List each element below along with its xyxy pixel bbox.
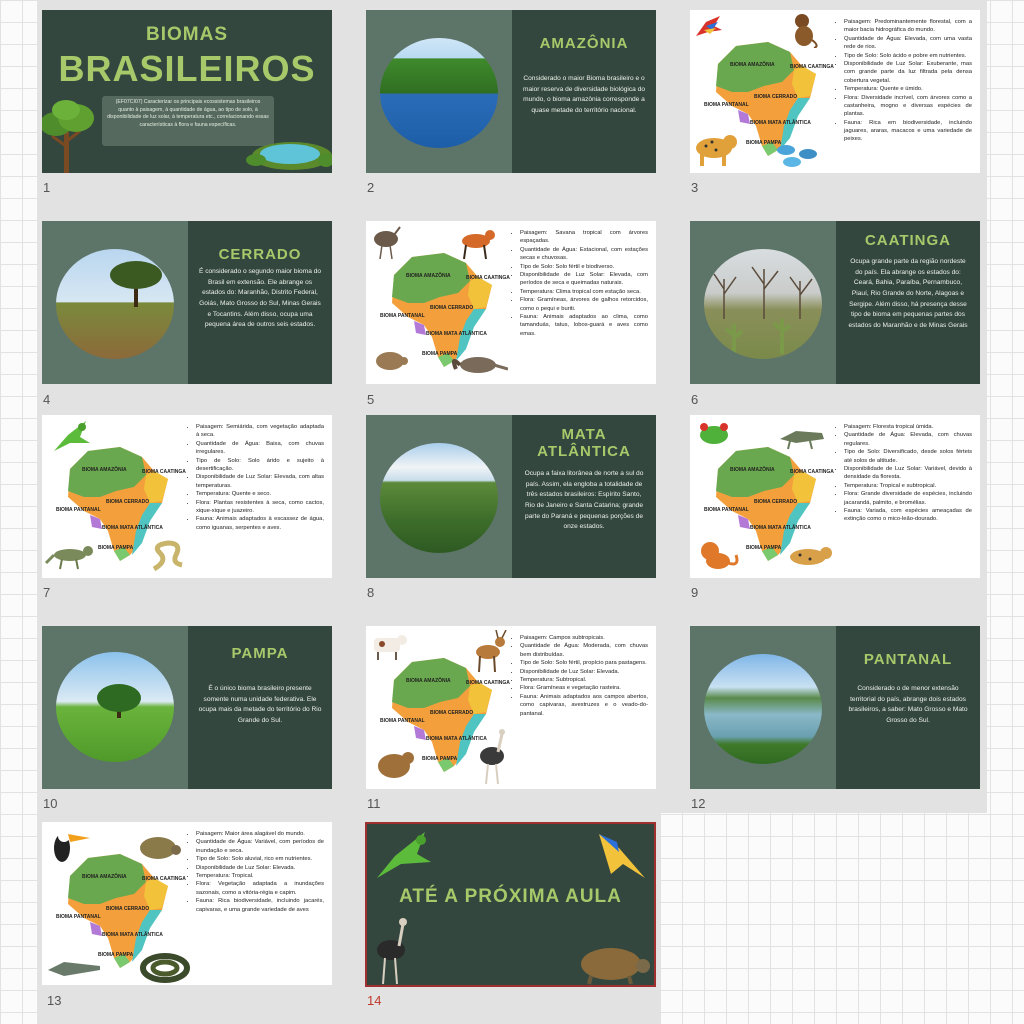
biome-title: CAATINGA (864, 232, 952, 249)
map-label-mata: BIOMA MATA ATLÂNTICA (750, 120, 811, 126)
anaconda-icon (140, 952, 190, 984)
map-label-amazonia: BIOMA AMAZÔNIA (730, 467, 775, 473)
tree-illustration (42, 96, 112, 173)
slide-thumbnail-6[interactable] (690, 221, 980, 384)
biome-info-list (836, 423, 972, 524)
map-label-pampa: BIOMA PAMPA (422, 351, 458, 357)
biome-info-list (836, 18, 972, 144)
info-item: • Tipo de Solo: Solo aluvial, rico em nutrientes. (196, 855, 324, 863)
parakeet-icon (50, 417, 92, 457)
map-label-pantanal: BIOMA PANTANAL (380, 313, 425, 319)
info-item: • Disponibilidade de Luz Solar: Elevada, com altas temperaturas. (196, 473, 324, 490)
info-item: • Quantidade de Água: Estacional, com estações secas e chuvosas. (520, 246, 648, 263)
ostrich-icon (476, 726, 512, 786)
map-label-cerrado: BIOMA CERRADO (106, 906, 150, 912)
map-label-mata: BIOMA MATA ATLÂNTICA (102, 525, 163, 531)
cover-description: (EF07CI07) Caracterizar os principais ecossistemas brasileiros quanto à paisagem, à quantidade de água, ao tipo de solo, à disponibilidade de luz solar, à temperatura etc., correlacionando essas características à flora e fauna específicas. (102, 96, 274, 146)
info-item: • Flora: Grande diversidade de espécies, incluindo jacarandá, palmito, e bromélias. (844, 490, 972, 507)
slide-thumbnail-8[interactable] (366, 415, 656, 578)
slide-thumbnail-11[interactable] (366, 626, 656, 789)
map-label-pampa: BIOMA PAMPA (422, 756, 458, 762)
map-label-amazonia: BIOMA AMAZÔNIA (406, 273, 451, 279)
map-label-cerrado: BIOMA CERRADO (754, 499, 798, 505)
map-label-amazonia: BIOMA AMAZÔNIA (82, 874, 127, 880)
biome-title: CERRADO (218, 246, 302, 263)
info-item: • Flora: Diversidade incrível, com árvores como a castanheira, mogno e diversas espécies de plantas. (844, 94, 972, 119)
info-item: • Temperatura: Tropical. (196, 872, 324, 880)
tortoise-icon (571, 940, 653, 986)
biome-info-list (188, 830, 324, 914)
map-label-pampa: BIOMA PAMPA (746, 545, 782, 551)
caiman-icon (46, 954, 102, 982)
map-label-mata: BIOMA MATA ATLÂNTICA (426, 736, 487, 742)
map-label-pampa: BIOMA PAMPA (98, 545, 134, 551)
biome-description: Ocupa a faixa litorânea de norte a sul do país. Assim, ela engloba a totalidade de três estados brasileiros: Espírito Santo, Rio de Janeiro e Santa Catarina; grande parte do Paraná e pequenas porções de onze estados. (524, 470, 644, 531)
info-item: • Paisagem: Savana tropical com árvores espaçadas. (520, 229, 648, 246)
slide-number-2: 2 (367, 180, 375, 195)
biome-description: É considerado o segundo maior bioma do Brasil em extensão. Ele abrange os estados do: Maranhão, Distrito Federal, Goiás, Mato Grosso do Sul, Minas Gerais e Tocantins. Além disso, ocupa uma pequena área de outros seis estados. (198, 268, 322, 329)
biome-title: MATA ATLÂNTICA (537, 426, 631, 460)
info-item: • Disponibilidade de Luz Solar: Variável, devido à densidade da floresta. (844, 465, 972, 482)
caatinga-photo (704, 249, 822, 359)
biome-title: AMAZÔNIA (539, 35, 629, 52)
macaw-icon (692, 12, 726, 42)
info-item: • Fauna: Variada, com espécies ameaçadas de extinção como o mico-leão-dourado. (844, 507, 972, 524)
cover-title-brasileiros: BRASILEIROS (58, 48, 316, 89)
macaw-icon (589, 828, 649, 888)
slide-number-1: 1 (43, 180, 51, 195)
info-item: • Tipo de Solo: Solo ácido e pobre em nutrientes. (844, 52, 972, 60)
monkey-icon (788, 12, 820, 48)
info-item: • Flora: Gramíneas, árvores de galhos retorcidos, como o pequi e buriti. (520, 296, 648, 313)
biome-title: PANTANAL (863, 651, 953, 668)
golden-lion-tamarin-icon (692, 537, 742, 573)
atlantic-forest-photo (380, 443, 498, 553)
map-label-cerrado: BIOMA CERRADO (106, 499, 150, 505)
info-item: • Quantidade de Água: Baixa, com chuvas irregulares. (196, 440, 324, 457)
info-item: • Temperatura: Subtropical. (520, 676, 648, 684)
map-label-pantanal: BIOMA PANTANAL (380, 718, 425, 724)
slide-thumbnail-5[interactable] (366, 221, 656, 384)
slide-thumbnail-7[interactable] (42, 415, 332, 578)
capybara-icon (374, 744, 418, 780)
map-label-mata: BIOMA MATA ATLÂNTICA (426, 331, 487, 337)
biome-description: É o único bioma brasileiro presente somente numa unidade federativa. Ele ocupa mais da metade do território do Rio Grande do Sul. (198, 685, 322, 725)
map-label-amazonia: BIOMA AMAZÔNIA (730, 62, 775, 68)
jaguar-icon (692, 128, 740, 168)
map-label-mata: BIOMA MATA ATLÂNTICA (750, 525, 811, 531)
map-label-caatinga: BIOMA CAATINGA (142, 876, 186, 882)
slide-number-5: 5 (367, 392, 375, 407)
info-item: • Tipo de Solo: Solo fértil e biodiverso. (520, 263, 648, 271)
biome-info-list (512, 229, 648, 338)
fish-icon (770, 140, 830, 170)
info-item: • Temperatura: Tropical e subtropical. (844, 482, 972, 490)
info-item: • Quantidade de Água: Elevada, com chuvas regulares. (844, 431, 972, 448)
end-title: ATÉ A PRÓXIMA AULA (399, 886, 622, 907)
biome-description: Ocupa grande parte da região nordeste do país. Ela abrange os estados do: Ceará, Bahia, Paraíba, Pernambuco, Piauí, Rio Grande do Norte, Alagoas e Sergipe. Além disso, há presença desse tipo de bioma em pequenas partes dos estados do Maranhão e de Minas Gerais (848, 258, 968, 330)
map-label-amazonia: BIOMA AMAZÔNIA (406, 678, 451, 684)
info-item: • Temperatura: Quente e seco. (196, 490, 324, 498)
info-item: • Fauna: Rica biodiversidade, incluindo jacarés, capivaras, e uma grande variedade de aves (196, 897, 324, 914)
map-label-pantanal: BIOMA PANTANAL (56, 914, 101, 920)
map-label-pantanal: BIOMA PANTANAL (56, 507, 101, 513)
slide-thumbnail-4[interactable] (42, 221, 332, 384)
map-label-pantanal: BIOMA PANTANAL (704, 102, 749, 108)
pampa-photo (56, 652, 174, 762)
deer-icon (470, 630, 508, 674)
slide-thumbnail-13[interactable] (42, 822, 332, 985)
map-label-cerrado: BIOMA CERRADO (754, 94, 798, 100)
slide-thumbnail-9[interactable] (690, 415, 980, 578)
map-label-mata: BIOMA MATA ATLÂNTICA (102, 932, 163, 938)
slide-number-6: 6 (691, 392, 699, 407)
map-label-cerrado: BIOMA CERRADO (430, 305, 474, 311)
info-item: • Quantidade de Água: Elevada, com uma vasta rede de rios. (844, 35, 972, 52)
map-label-cerrado: BIOMA CERRADO (430, 710, 474, 716)
biome-info-list (188, 423, 324, 532)
pantanal-photo (704, 654, 822, 764)
info-item: • Fauna: Animais adaptados à escassez de água, como iguanas, serpentes e aves. (196, 515, 324, 532)
map-label-caatinga: BIOMA CAATINGA (466, 275, 510, 281)
map-label-amazonia: BIOMA AMAZÔNIA (82, 467, 127, 473)
lake-illustration (242, 130, 332, 173)
info-item: • Flora: Gramíneas e vegetação rasteira. (520, 684, 648, 692)
iguana-icon (44, 539, 100, 573)
cow-icon (368, 630, 410, 662)
slide-thumbnail-1[interactable] (42, 10, 332, 173)
info-item: • Tipo de Solo: Diversificado, desde solos férteis até solos de altitude. (844, 448, 972, 465)
map-label-caatinga: BIOMA CAATINGA (790, 64, 834, 70)
slide-thumbnail-3[interactable] (690, 10, 980, 173)
slide-number-4: 4 (43, 392, 51, 407)
info-item: • Fauna: Rica em biodiversidade, incluindo jaguares, araras, macacos e uma variedade de peixes. (844, 119, 972, 144)
biome-description: Considerado o de menor extensão territorial do país, abrange dois estados brasileiros, a saber: Mato Grosso e Mato Grosso do Sul. (848, 685, 968, 725)
info-item: • Paisagem: Maior área alagável do mundo. (196, 830, 324, 838)
slide-number-14: 14 (367, 993, 382, 1008)
cover-title-biomas: BIOMAS (146, 24, 228, 45)
info-item: • Paisagem: Predominantemente florestal, com a maior bacia hidrográfica do mundo. (844, 18, 972, 35)
info-item: • Flora: Plantas resistentes à seca, como cactos, xique-xique e juazeiro. (196, 499, 324, 516)
info-item: • Paisagem: Floresta tropical úmida. (844, 423, 972, 431)
anteater-icon (448, 351, 508, 381)
slide-number-7: 7 (43, 585, 51, 600)
tortoise-icon (134, 832, 182, 864)
map-label-pantanal: BIOMA PANTANAL (704, 507, 749, 513)
slide-number-10: 10 (43, 796, 58, 811)
info-item: • Fauna: Animais adaptados ao clima, como tamanduás, tatus, lobos-guará e aves como emas. (520, 313, 648, 338)
map-label-pampa: BIOMA PAMPA (98, 952, 134, 958)
info-item: • Temperatura: Quente e úmido. (844, 85, 972, 93)
frog-icon (694, 417, 736, 447)
biome-info-list (512, 634, 648, 718)
ostrich-icon (371, 916, 415, 986)
map-label-caatinga: BIOMA CAATINGA (466, 680, 510, 686)
slide-thumbnail-10[interactable] (42, 626, 332, 789)
parakeet-icon (373, 826, 433, 886)
info-item: • Flora: Vegetação adaptada a inundações sazonais, como a vitória-régia e capim. (196, 880, 324, 897)
map-label-caatinga: BIOMA CAATINGA (142, 469, 186, 475)
info-item: • Disponibilidade de Luz Solar: Elevada. (196, 864, 324, 872)
rhea-icon (370, 225, 404, 259)
info-item: • Quantidade de Água: Variável, com períodos de inundação e seca. (196, 838, 324, 855)
info-item: • Tipo de Solo: Solo árido e sujeito à desertificação. (196, 457, 324, 474)
slide-number-11: 11 (367, 796, 381, 811)
info-item: • Disponibilidade de Luz Solar: Elevada, com períodos de seca e queimadas naturais. (520, 271, 648, 288)
slide-number-8: 8 (367, 585, 375, 600)
ocelot-icon (784, 543, 836, 573)
info-item: • Tipo de Solo: Solo fértil, propício para pastagens. (520, 659, 648, 667)
info-item: • Disponibilidade de Luz Solar: Exuberante, mas com grande parte da luz filtrada pela densa cobertura vegetal. (844, 60, 972, 85)
info-item: • Disponibilidade de Luz Solar: Elevada. (520, 668, 648, 676)
map-label-caatinga: BIOMA CAATINGA (790, 469, 834, 475)
info-item: • Temperatura: Clima tropical com estação seca. (520, 288, 648, 296)
snake-icon (148, 535, 188, 575)
slide-thumbnail-2[interactable] (366, 10, 656, 173)
info-item: • Paisagem: Semiárida, com vegetação adaptada à seca. (196, 423, 324, 440)
map-label-pampa: BIOMA PAMPA (746, 140, 782, 146)
biome-description: Considerado o maior Bioma brasileiro e o maior reserva de diversidade biológica do mundo, o bioma amazônia corresponde a quase metade do território nacional. (522, 75, 646, 115)
maned-wolf-icon (456, 225, 498, 261)
toucan-icon (48, 824, 92, 868)
slide-thumbnail-14[interactable] (365, 822, 656, 987)
alligator-icon (776, 419, 826, 453)
biome-title: PAMPA (231, 645, 289, 662)
slide-number-13: 13 (47, 993, 62, 1008)
amazon-river-photo (380, 38, 498, 148)
slide-number-12: 12 (691, 796, 706, 811)
slide-number-9: 9 (691, 585, 699, 600)
slide-thumbnail-12[interactable] (690, 626, 980, 789)
slide-number-3: 3 (691, 180, 699, 195)
info-item: • Quantidade de Água: Moderada, com chuvas bem distribuídas. (520, 642, 648, 659)
info-item: • Fauna: Animais adaptados aos campos abertos, como capivaras, avestruzes e o veado-do-pantanal. (520, 693, 648, 718)
info-item: • Paisagem: Campos subtropicais. (520, 634, 648, 642)
armadillo-icon (370, 345, 410, 375)
cerrado-photo (56, 249, 174, 359)
